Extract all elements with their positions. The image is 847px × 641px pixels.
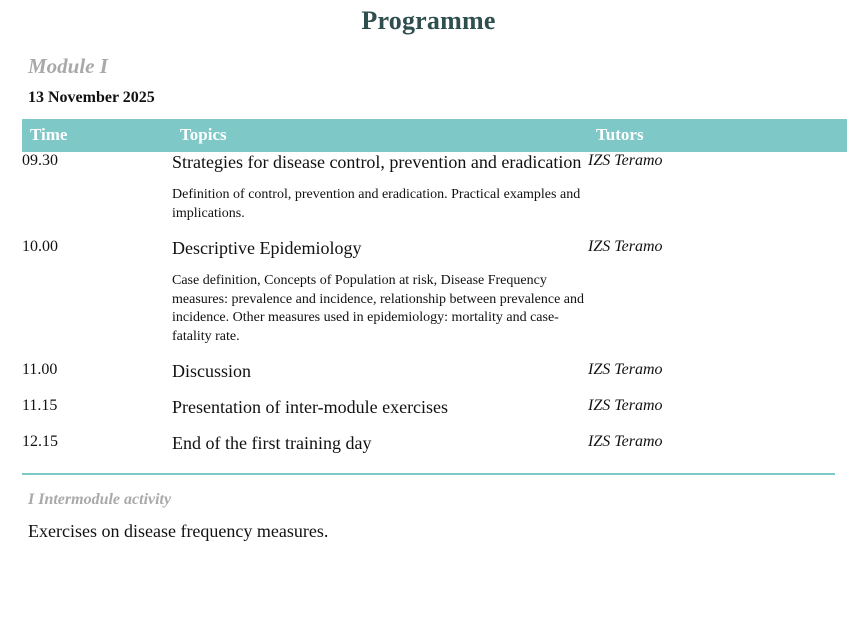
intermodule-heading: I Intermodule activity xyxy=(28,491,172,509)
cell-time: 12.15 xyxy=(22,433,58,451)
cell-topic xyxy=(172,361,588,383)
row-spacer xyxy=(22,224,847,238)
section-divider xyxy=(22,473,835,475)
topic-title: End of the first training day xyxy=(172,433,372,454)
table-header xyxy=(22,119,847,152)
table-body xyxy=(22,152,847,455)
module-heading: Module I xyxy=(28,54,108,78)
cell-time: 09.30 xyxy=(22,152,58,169)
table-row xyxy=(22,238,847,348)
spacer-cell xyxy=(172,347,588,361)
spacer-cell xyxy=(172,224,588,238)
cell-tutor: IZS Teramo xyxy=(588,433,663,451)
page-title: Programme xyxy=(361,6,496,35)
cell-time: 10.00 xyxy=(22,237,58,255)
spacer-cell xyxy=(22,419,172,433)
row-spacer xyxy=(22,347,847,361)
cell-tutor: IZS Teramo xyxy=(588,361,663,379)
cell-tutor: IZS Teramo xyxy=(588,397,663,415)
spacer-cell xyxy=(172,419,588,433)
cell-time: 11.15 xyxy=(22,397,58,415)
spacer-cell xyxy=(588,383,847,397)
row-spacer xyxy=(22,383,847,397)
table-row xyxy=(22,397,847,419)
intermodule-text: Exercises on disease frequency measures. xyxy=(28,521,329,542)
table-row xyxy=(22,361,847,383)
cell-time: 11.00 xyxy=(22,361,58,379)
topic-description: Definition of control, prevention and eradication. Practical examples and implications. xyxy=(172,186,581,221)
topic-title: Discussion xyxy=(172,361,252,382)
document-page xyxy=(0,6,847,641)
spacer-cell xyxy=(22,224,172,238)
module-date: 13 November 2025 xyxy=(28,89,155,106)
table-row xyxy=(22,152,847,224)
spacer-cell xyxy=(22,383,172,397)
cell-tutor: IZS Teramo xyxy=(588,152,663,169)
topic-title: Strategies for disease control, prevention and eradication xyxy=(172,152,582,172)
column-header-topics: Topics xyxy=(172,119,588,152)
spacer-cell xyxy=(588,347,847,361)
column-header-tutors: Tutors xyxy=(588,119,847,152)
spacer-cell xyxy=(172,383,588,397)
table-row xyxy=(22,433,847,455)
spacer-cell xyxy=(22,347,172,361)
cell-topic xyxy=(172,238,588,348)
row-spacer xyxy=(22,419,847,433)
programme-table xyxy=(22,119,847,455)
topic-title: Descriptive Epidemiology xyxy=(172,237,362,258)
cell-topic xyxy=(172,433,588,455)
topic-title: Presentation of inter-module exercises xyxy=(172,397,449,418)
cell-topic xyxy=(172,397,588,419)
cell-tutor: IZS Teramo xyxy=(588,237,663,255)
spacer-cell xyxy=(588,224,847,238)
topic-description: Case definition, Concepts of Population at risk, Disease Frequency measures: prevalence and incidence, relationship between prevalence and incidence. Other measures used in epidemiology: mortality and case-fatality rate. xyxy=(172,272,585,345)
cell-topic xyxy=(172,152,588,224)
table-header-row xyxy=(22,119,847,152)
spacer-cell xyxy=(588,419,847,433)
column-header-time: Time xyxy=(22,119,172,152)
